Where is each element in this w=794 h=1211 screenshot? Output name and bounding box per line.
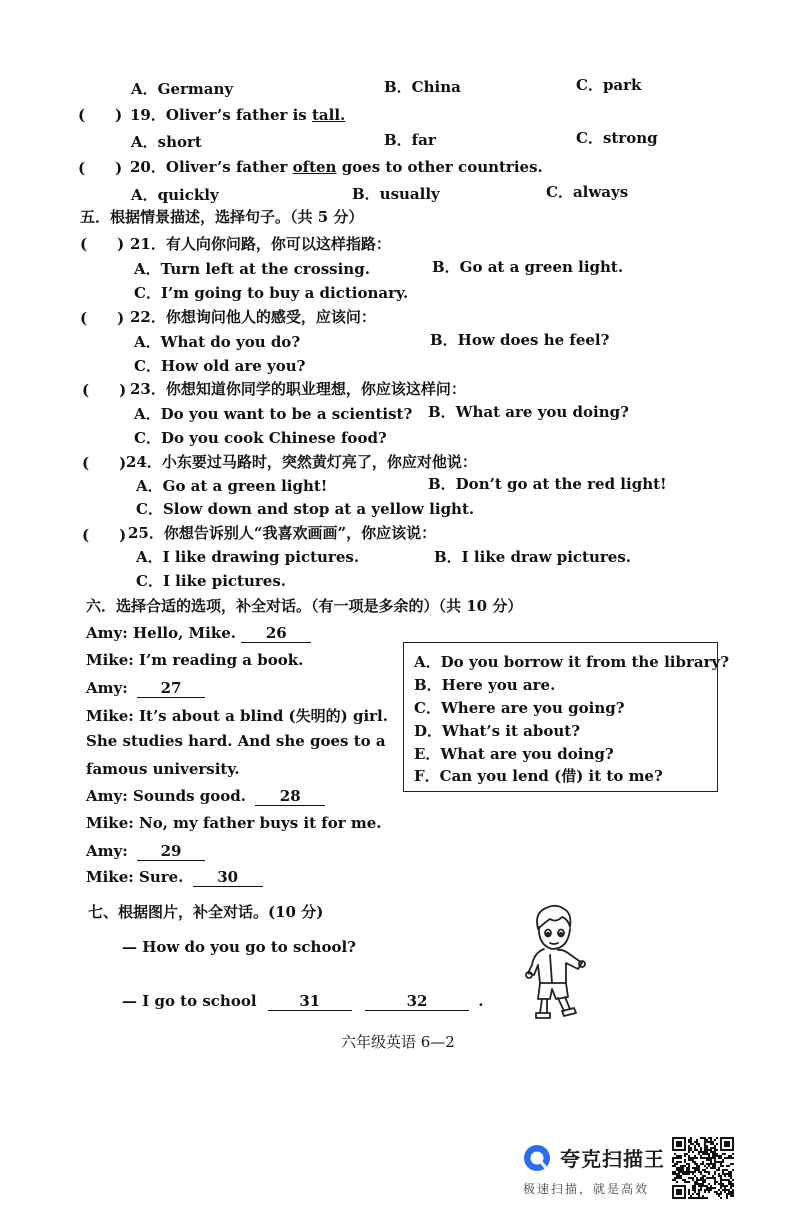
box-option-f: F．Can you lend (借) it to me? bbox=[414, 767, 663, 785]
q19-text: Oliver’s father is bbox=[165, 106, 312, 124]
section7-answer bbox=[122, 992, 483, 1011]
q20-option-a: A．quickly bbox=[131, 186, 219, 204]
dialogue-line-10 bbox=[86, 868, 263, 887]
q20-option-c: C．always bbox=[546, 183, 629, 201]
q20-underlined-word: often bbox=[292, 158, 337, 176]
q25-option-a: A．I like drawing pictures. bbox=[136, 548, 360, 566]
q18-option-c: C．park bbox=[576, 76, 642, 94]
q20-option-b: B．usually bbox=[352, 185, 440, 203]
box-option-c: C．Where are you going? bbox=[414, 699, 625, 717]
dialogue-line-3 bbox=[86, 679, 205, 698]
q19-option-a: A．short bbox=[131, 133, 202, 151]
q19-option-b: B．far bbox=[384, 131, 436, 149]
q24-option-a: A．Go at a green light! bbox=[136, 477, 328, 495]
q21-option-b: B．Go at a green light. bbox=[432, 258, 624, 276]
blank-26[interactable]: 26 bbox=[241, 624, 311, 643]
section5-title: 五．根据情景描述，选择句子。（共 5 分） bbox=[80, 208, 364, 226]
q18-option-a: A．Germany bbox=[131, 80, 234, 98]
q25-option-c: C．I like pictures. bbox=[136, 572, 287, 590]
box-option-d: D．What’s it about? bbox=[414, 722, 580, 740]
dialogue-line-6: famous university. bbox=[86, 760, 240, 778]
page-footer: 六年级英语 6—2 bbox=[341, 1033, 455, 1051]
q20-text-pre: Oliver’s father bbox=[165, 158, 293, 176]
q24-stem: 24．小东要过马路时，突然黄灯亮了，你应对他说： bbox=[126, 453, 477, 471]
q20-stem bbox=[130, 156, 543, 177]
q22-option-c: C．How old are you? bbox=[134, 357, 306, 375]
q20-paren[interactable]: ( ) bbox=[78, 159, 123, 177]
dialogue-line-7 bbox=[86, 787, 325, 806]
blank-27[interactable]: 27 bbox=[137, 679, 205, 698]
q19-stem bbox=[130, 104, 345, 125]
q23-option-a: A．Do you want to be a scientist? bbox=[134, 405, 413, 423]
dialogue-line-4: Mike: It’s about a blind (失明的) girl. bbox=[86, 707, 388, 725]
q22-stem: 22．你想询问他人的感受，应该问： bbox=[130, 308, 376, 326]
q19-option-c: C．strong bbox=[576, 129, 658, 147]
q24-option-b: B．Don’t go at the red light! bbox=[428, 475, 667, 493]
dialogue-line-10-text: Mike: Sure. bbox=[86, 868, 184, 886]
quark-logo-icon bbox=[522, 1143, 552, 1173]
dialogue-line-9-text: Amy: bbox=[86, 842, 128, 860]
section7-answer-text: — I go to school bbox=[122, 992, 257, 1010]
blank-28[interactable]: 28 bbox=[255, 787, 325, 806]
q25-paren[interactable]: ( ) bbox=[82, 526, 127, 544]
q23-stem: 23．你想知道你同学的职业理想，你应该这样问： bbox=[130, 380, 466, 398]
section6-title: 六．选择合适的选项，补全对话。（有一项是多余的）（共 10 分） bbox=[86, 597, 523, 615]
q22-paren[interactable]: ( ) bbox=[80, 309, 125, 327]
q19-underlined-word: tall. bbox=[311, 106, 346, 124]
q24-paren[interactable]: ( ) bbox=[82, 454, 127, 472]
dialogue-line-9 bbox=[86, 842, 205, 861]
q21-option-a: A．Turn left at the crossing. bbox=[134, 260, 370, 278]
q23-paren[interactable]: ( ) bbox=[82, 381, 127, 399]
brand-name: 夸克扫描王 bbox=[560, 1147, 665, 1171]
boy-walking-illustration bbox=[520, 903, 590, 1023]
q22-option-a: A．What do you do? bbox=[134, 333, 301, 351]
brand-slogan: 极速扫描，就是高效 bbox=[523, 1182, 650, 1196]
section7-answer-end: . bbox=[478, 992, 484, 1010]
q20-text-post: goes to other countries. bbox=[336, 158, 543, 176]
dialogue-line-2: Mike: I’m reading a book. bbox=[86, 651, 304, 669]
q21-stem: 21．有人向你问路，你可以这样指路： bbox=[130, 235, 391, 253]
qr-code-icon bbox=[672, 1137, 734, 1199]
box-option-a: A．Do you borrow it from the library? bbox=[414, 653, 729, 671]
dialogue-line-1-text: Amy: Hello, Mike. bbox=[86, 624, 237, 642]
dialogue-line-5: She studies hard. And she goes to a bbox=[86, 732, 386, 750]
section7-title: 七、根据图片，补全对话。(10 分) bbox=[88, 903, 324, 921]
blank-31[interactable]: 31 bbox=[268, 992, 352, 1011]
q19-num: 19． bbox=[130, 106, 166, 124]
blank-29[interactable]: 29 bbox=[137, 842, 205, 861]
options-box bbox=[403, 642, 729, 792]
dialogue-line-3-text: Amy: bbox=[86, 679, 128, 697]
q19-paren[interactable]: ( ) bbox=[78, 106, 123, 124]
q25-stem: 25．你想告诉别人“我喜欢画画”，你应该说： bbox=[128, 524, 437, 542]
q21-paren[interactable]: ( ) bbox=[80, 235, 125, 253]
q21-option-c: C．I’m going to buy a dictionary. bbox=[134, 284, 409, 302]
dialogue-line-8: Mike: No, my father buys it for me. bbox=[86, 814, 382, 832]
blank-30[interactable]: 30 bbox=[193, 868, 263, 887]
section7-question: — How do you go to school? bbox=[122, 938, 356, 956]
q24-option-c: C．Slow down and stop at a yellow light. bbox=[136, 500, 475, 518]
box-option-e: E．What are you doing? bbox=[414, 745, 614, 763]
blank-32[interactable]: 32 bbox=[365, 992, 469, 1011]
q18-option-b: B．China bbox=[384, 78, 461, 96]
dialogue-line-1 bbox=[86, 624, 311, 643]
q23-option-b: B．What are you doing? bbox=[428, 403, 629, 421]
q20-num: 20． bbox=[130, 158, 166, 176]
q25-option-b: B．I like draw pictures. bbox=[434, 548, 631, 566]
box-option-b: B．Here you are. bbox=[414, 676, 556, 694]
q23-option-c: C．Do you cook Chinese food? bbox=[134, 429, 387, 447]
dialogue-line-7-text: Amy: Sounds good. bbox=[86, 787, 246, 805]
q22-option-b: B．How does he feel? bbox=[430, 331, 610, 349]
